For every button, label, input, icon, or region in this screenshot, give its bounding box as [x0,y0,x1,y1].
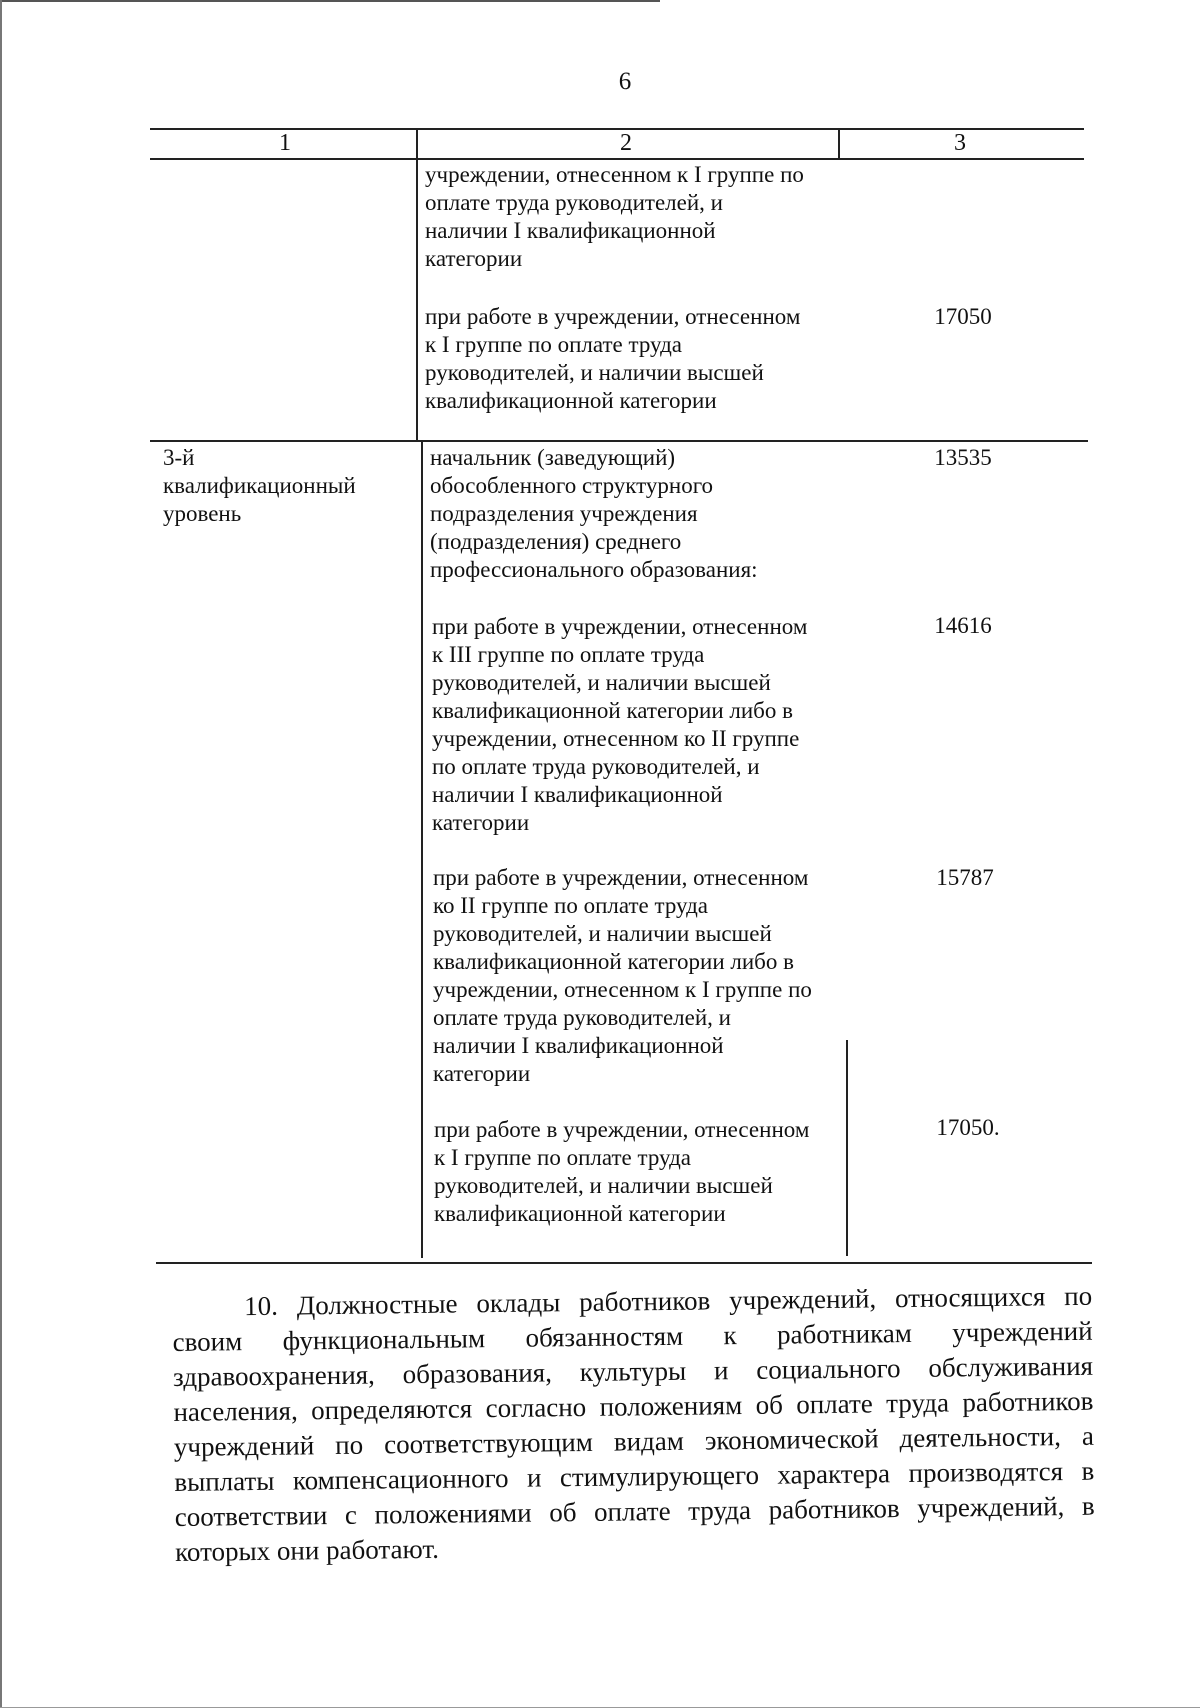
table-bottom-border [156,1262,1092,1264]
column-header-3: 3 [954,130,966,156]
body-paragraph-10 [172,1279,1095,1570]
column-header-1: 1 [279,130,291,156]
level3-item-1-text: при работе в учреждении, отнесенном к III группе по оплате труда руководителей, и наличии высшей квалификационной категории либо в учреждении, отнесенном ко II группе по оплате труда руководителей, и наличии I квалификационной категории [432,614,808,835]
level3-item-3-value: 17050. [936,1115,1000,1140]
column-divider-2-header [838,128,840,160]
level3-item-3-text: при работе в учреждении, отнесенном к I группе по оплате труда руководителей, и наличии высшей квалификационной категории [434,1117,810,1226]
scan-edge-left [0,0,2,1708]
level3-item-2-text: при работе в учреждении, отнесенном ко II группе по оплате труда руководителей, и наличии высшей квалификационной категории либо в учреждении, отнесенном к I группе по оплате труда руководителей, и наличии I квалификационной категории [433,865,812,1086]
continuation-subitem-text: при работе в учреждении, отнесенном к I группе по оплате труда руководителей, и наличии высшей квалификационной категории [425,304,801,413]
qualification-level-label: 3-й квалификационный уровень [163,445,356,526]
table-header-border [150,158,1084,160]
position-value: 13535 [934,445,992,470]
column-divider-1-upper [416,128,418,440]
scan-edge-top [0,0,660,2]
continuation-subitem-value: 17050 [934,304,992,329]
position-title: начальник (заведующий) обособленного структурного подразделения учреждения (подразделения) среднего профессионального образования: [430,445,758,582]
page-number: 6 [618,68,632,95]
row-divider [150,440,1088,442]
paragraph-text: 10. Должностные оклады работников учреждений, относящихся по своим функциональным обязанностям к работникам учреждений здравоохранения, образования, культуры и социального обслуживания населения, определяются согласно положениям об оплате труда работников учреждений по соответствующим видам экономической деятельности, а выплаты компенсационного и стимулирующего характера производятся в соответствии с положениями об оплате труда работников учреждений, в которых они работают. [172,1280,1095,1567]
level3-item-2-value: 15787 [936,865,994,890]
continuation-text: учреждении, отнесенном к I группе по оплате труда руководителей, и наличии I квалификационной категории [425,162,804,271]
column-header-2: 2 [620,130,632,156]
level3-item-1-value: 14616 [934,613,992,638]
column-divider-1-lower [421,440,423,1258]
